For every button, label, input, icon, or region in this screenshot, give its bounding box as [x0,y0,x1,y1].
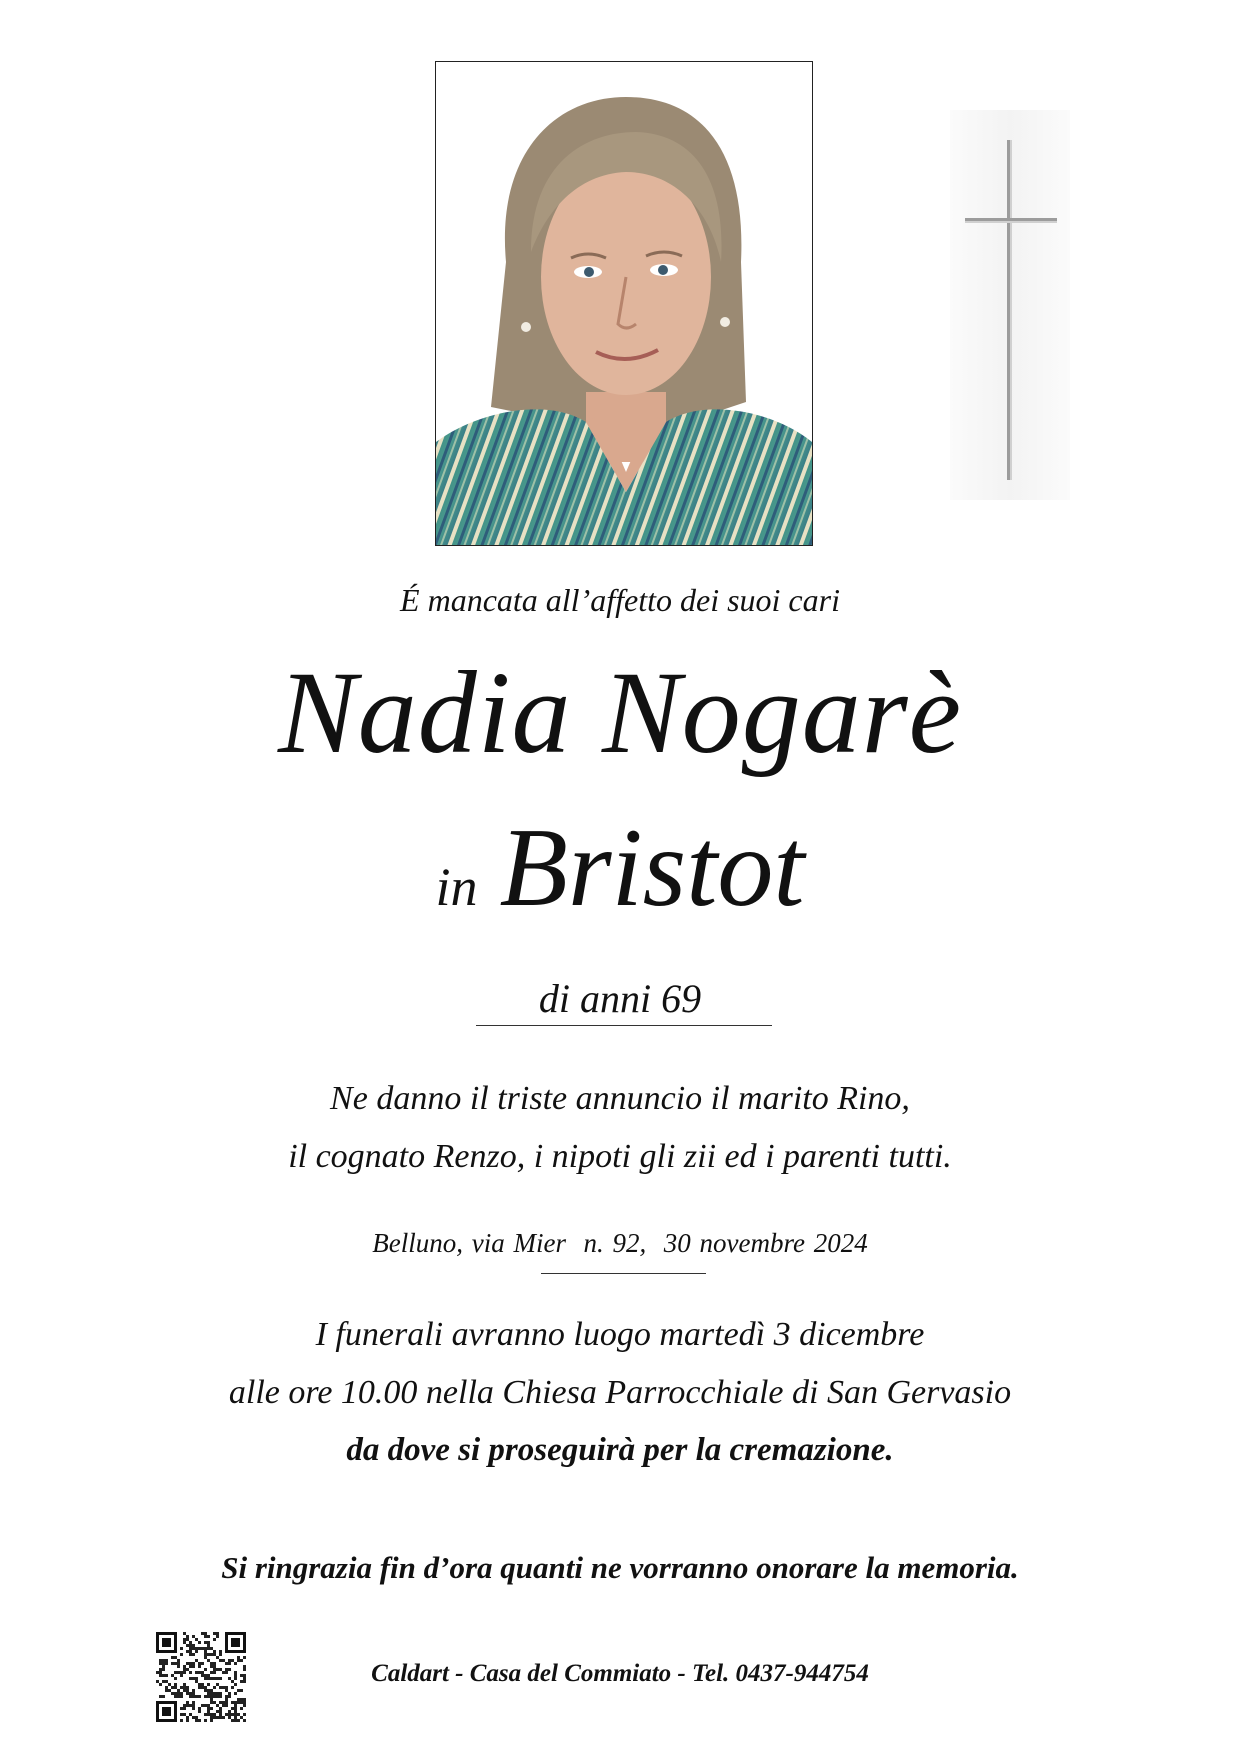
cross-icon [950,110,1070,500]
married-prefix: in [435,857,478,917]
funeral-line-1: I funerali avranno luogo martedì 3 dicembre [315,1316,925,1353]
divider [541,1273,706,1274]
deceased-portrait [435,61,813,546]
divider [476,1025,772,1026]
funeral-line-3: da dove si proseguirà per la cremazione. [346,1432,894,1468]
funeral-line-2: alle ore 10.00 nella Chiesa Parrocchiale di San Gervasio [228,1374,1012,1411]
footer-contact: Caldart - Casa del Commiato - Tel. 0437-944754 [371,1660,869,1687]
intro-text: É mancata all’affetto dei suoi cari [400,582,840,618]
announcement-line-2: il cognato Renzo, i nipoti gli zii ed i parenti tutti. [288,1138,952,1175]
age-text: di anni 69 [538,976,702,1021]
deceased-name: Nadia Nogarè [278,647,962,778]
thanks-text: Si ringrazia fin d’ora quanti ne vorranno onorare la memoria. [221,1550,1019,1585]
announcement-line-1: Ne danno il triste annuncio il marito Rino, [330,1080,910,1117]
married-name-line [0,808,1240,961]
married-surname: Bristot [499,806,805,930]
place-date: Belluno, via Mier n. 92, 30 novembre 2024 [372,1228,868,1258]
